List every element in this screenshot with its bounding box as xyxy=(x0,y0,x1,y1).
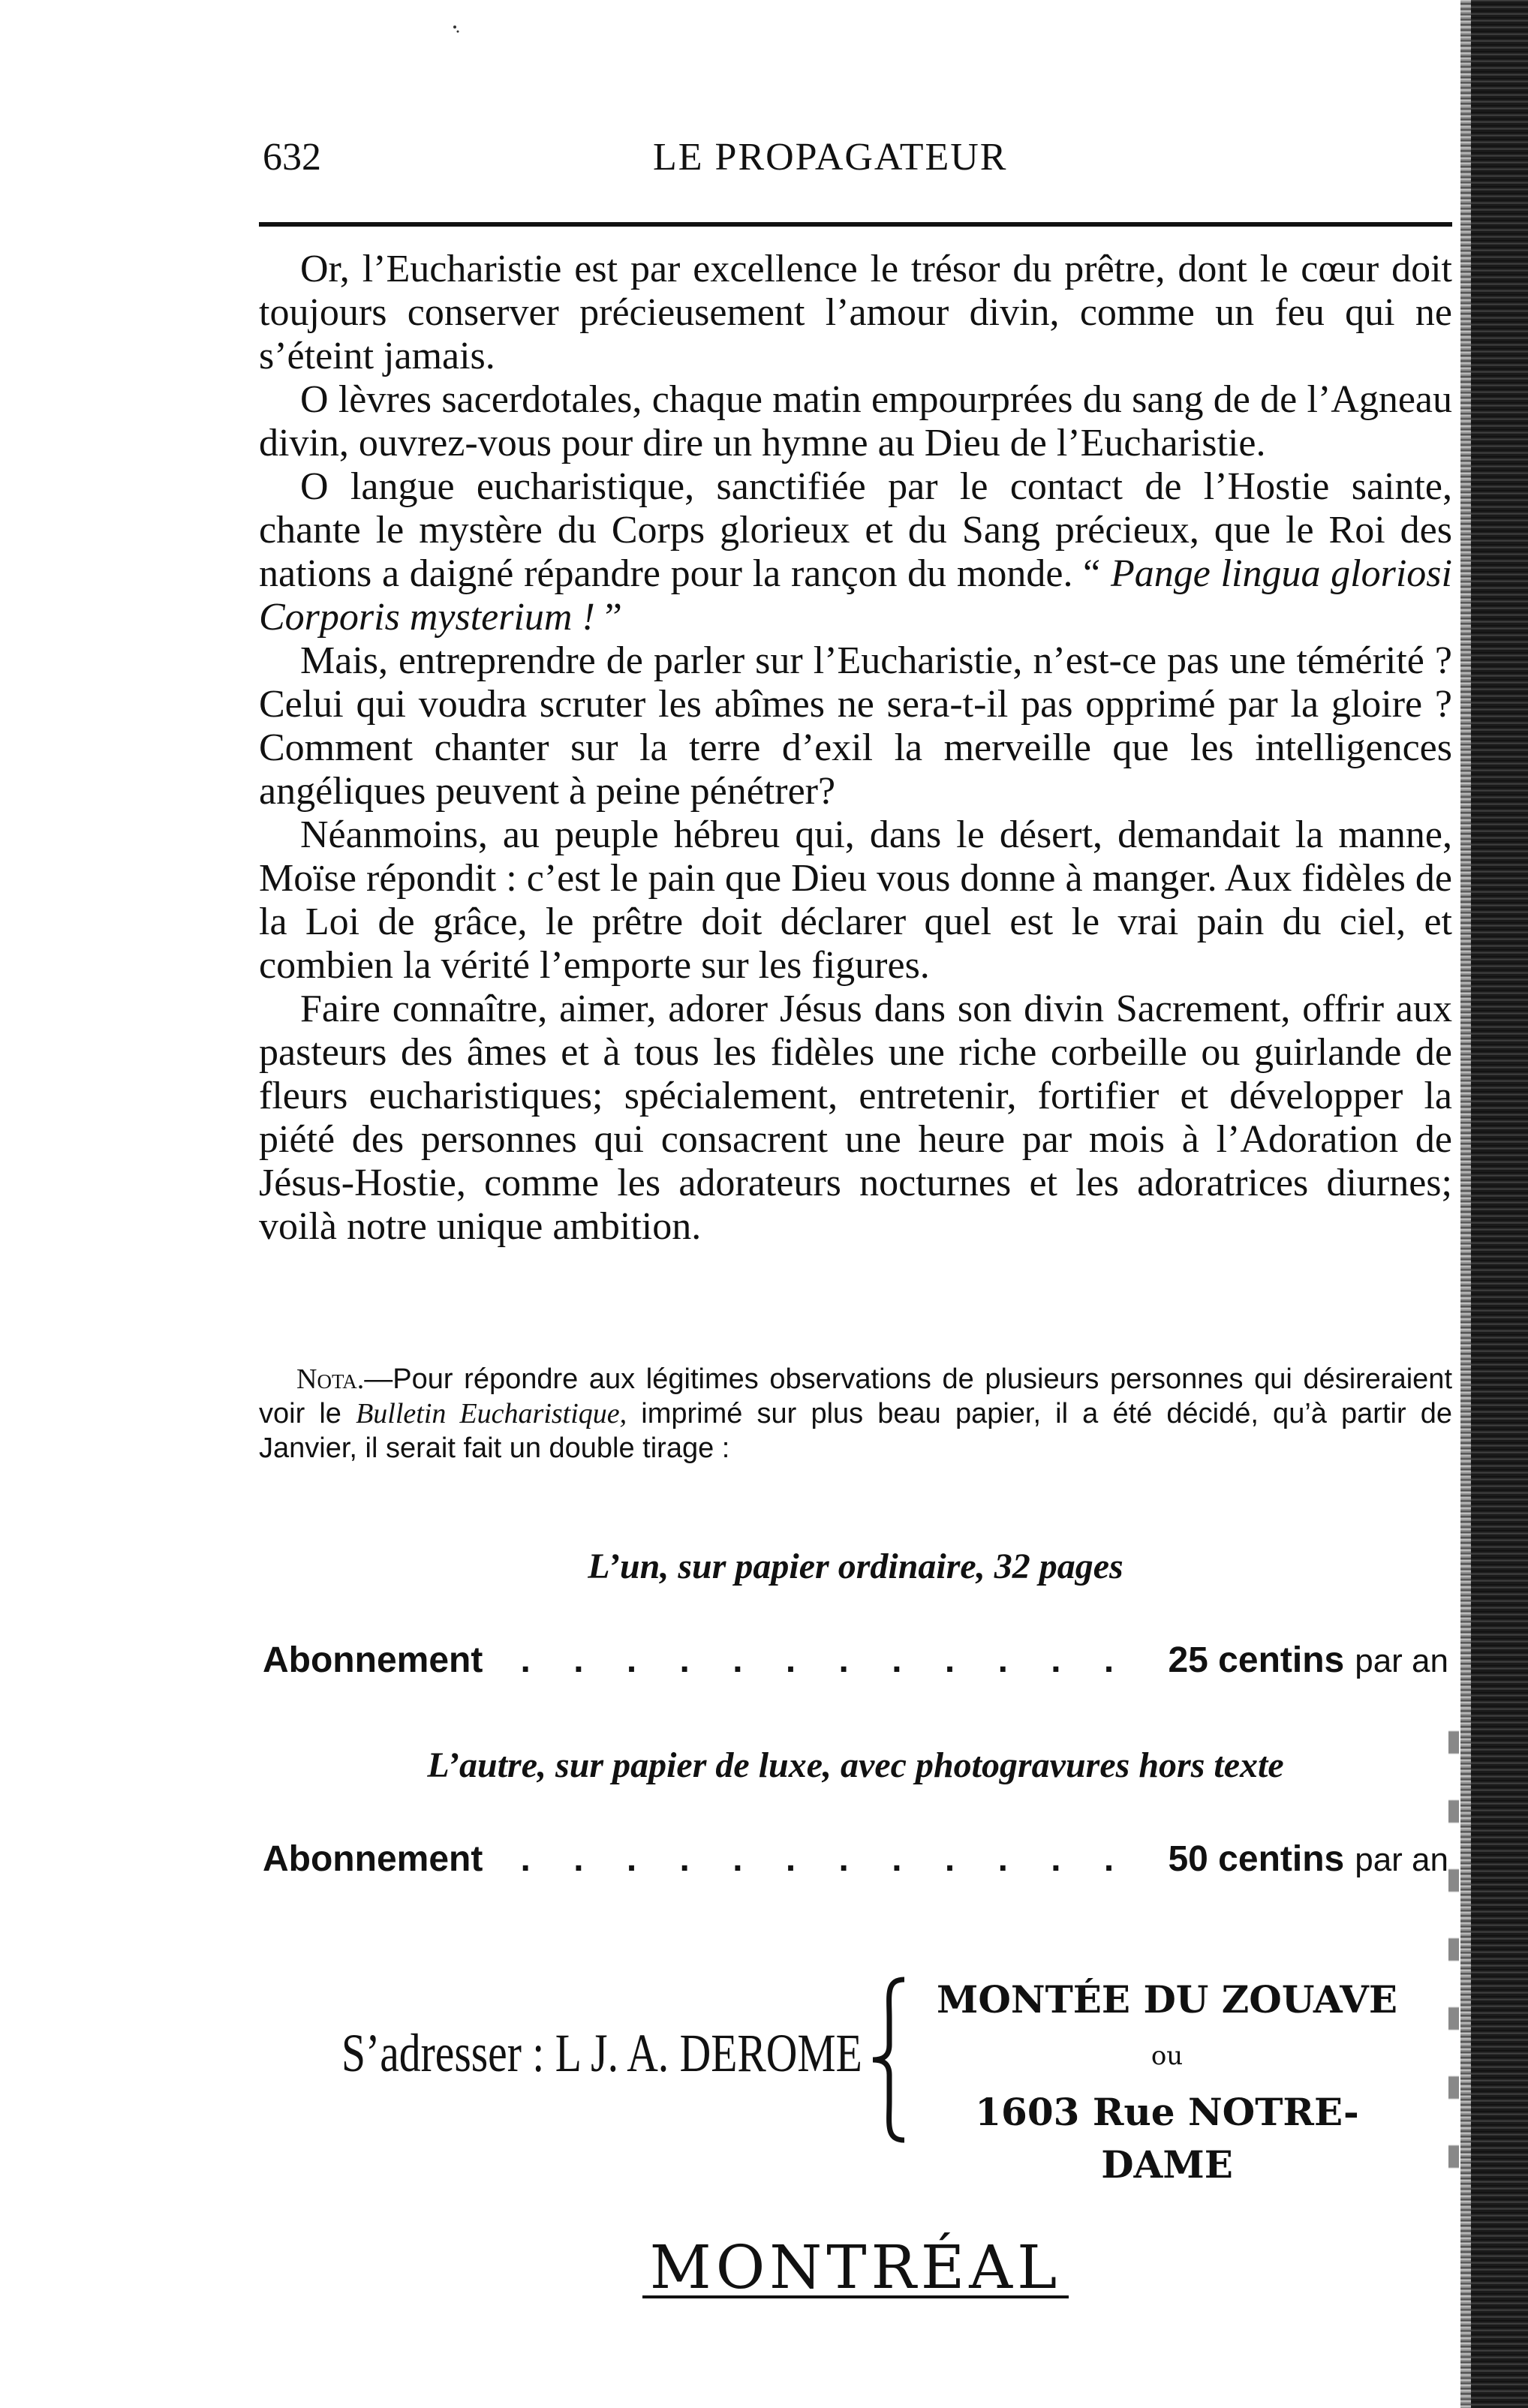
dust-specks xyxy=(450,8,480,38)
city xyxy=(259,2232,1452,2302)
nota-label: Nota. xyxy=(296,1363,365,1395)
price-amount: 25 centins xyxy=(1168,1640,1345,1680)
address-line-2: 1603 Rue NOTRE-DAME xyxy=(975,2090,1359,2187)
bulletin-title: Bulletin Eucharistique, xyxy=(356,1398,627,1429)
price-period: par an xyxy=(1355,1643,1448,1679)
price-period: par an xyxy=(1355,1841,1448,1878)
dot-leader: . . . . . . . . . . . . xyxy=(520,1839,1131,1879)
paragraph-3-close: ” xyxy=(594,596,622,639)
body-text xyxy=(259,248,1452,1249)
paragraph-3-text: O langue eucharistique, sanctifiée par le contact de l’Hostie sainte, chante le mystère du Corps glorieux et du Sang précieux, que le Roi des nations a daigné répandre pour la rançon du monde. “ xyxy=(259,465,1452,595)
paragraph-1: Or, l’Eucharistie est par excellence le trésor du prêtre, dont le cœur doit toujours conserver précieusement l’amour divin, comme un feu qui ne s’éteint jamais. xyxy=(259,248,1452,377)
price-amount: 50 centins xyxy=(1168,1839,1345,1879)
scan-edge xyxy=(1460,0,1528,2408)
running-head: LE PROPAGATEUR xyxy=(653,136,1008,179)
page-header xyxy=(263,135,1448,195)
city-name: MONTRÉAL xyxy=(642,2240,1069,2298)
nota-note xyxy=(259,1362,1452,1466)
paragraph-4: Mais, entreprendre de parler sur l’Eucharistie, n’est-ce pas une témérité ? Celui qui voudra scruter les abîmes ne sera-t-il pas opprimé par la gloire ? Comment chanter sur la terre d’exil la merveille que les intelligences angéliques peuvent à peine pénétrer? xyxy=(259,639,1452,813)
edition-title-ordinary: L’un, sur papier ordinaire, 32 pages xyxy=(588,1547,1123,1586)
price-label: Abonnement xyxy=(263,1839,483,1879)
address-label: S’adresser : L J. A. DEROME xyxy=(341,2023,862,2083)
address-lines xyxy=(927,1974,1407,2191)
curly-brace-icon xyxy=(867,1974,912,2146)
latin-quote: Pange lingua gloriosi Corporis mysterium ! xyxy=(259,552,1452,639)
nota-text-b: imprimé sur plus beau papier, il a été décidé, qu’à partir de Janvier, il serait fait un double tirage : xyxy=(259,1398,1453,1464)
header-rule xyxy=(259,222,1452,227)
paragraph-3 xyxy=(259,465,1452,639)
address-block xyxy=(341,1974,1407,2187)
paragraph-6: Faire connaître, aimer, adorer Jésus dans son divin Sacrement, offrir aux pasteurs des âmes et à tous les fidèles une riche corbeille ou guirlande de fleurs eucharistiques; spécialement, entretenir, fortifier et développer la piété des personnes qui consacrent une heure par mois à l’Adoration de Jésus-Hostie, comme les adorateurs nocturnes et les adoratrices diurnes; voilà notre unique ambition. xyxy=(259,988,1452,1248)
page-number: 632 xyxy=(263,136,321,179)
address-or: ou xyxy=(1151,2041,1184,2071)
price-label: Abonnement xyxy=(263,1640,483,1680)
paragraph-5: Néanmoins, au peuple hébreu qui, dans le désert, demandait la manne, Moïse répondit : c’est le pain que Dieu vous donne à manger. Aux fidèles de la Loi de grâce, le prêtre doit déclarer quel est le vrai pain du ciel, et combien la vérité l’emporte sur les figures. xyxy=(259,813,1452,987)
address-line-1: MONTÉE DU ZOUAVE xyxy=(937,1977,1397,2022)
price-row-luxe xyxy=(263,1838,1448,1880)
nota-text-a: —Pour répondre aux légitimes observations de plusieurs personnes qui désireraient voir le xyxy=(259,1363,1452,1429)
paragraph-2: O lèvres sacerdotales, chaque matin empourprées du sang de de l’Agneau divin, ouvrez-vous pour dire un hymne au Dieu de l’Eucharistie. xyxy=(259,378,1452,464)
dot-leader: . . . . . . . . . . . . xyxy=(520,1640,1131,1680)
price-row-ordinary xyxy=(263,1640,1448,1681)
edition-title-luxe: L’autre, sur papier de luxe, avec photogravures hors texte xyxy=(427,1745,1284,1785)
